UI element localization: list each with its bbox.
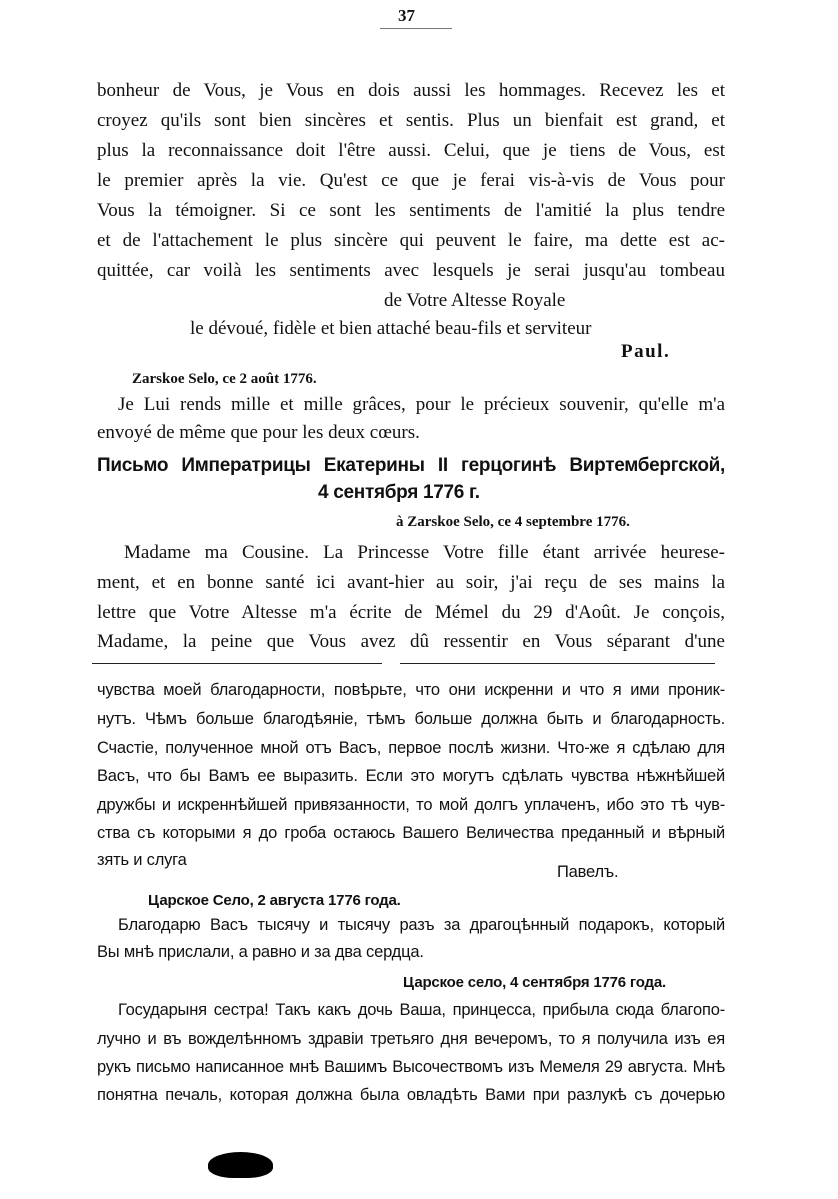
text-line: croyez qu'ils sont bien sincères et sentis. Plus un bienfait est grand, et bbox=[97, 110, 725, 131]
text-line: рукъ письмо написанное мнѣ Вашимъ Высочествомъ изъ Мемеля 29 августа. Мнѣ bbox=[97, 1058, 725, 1076]
text-line: plus la reconnaissance doit l'être aussi. Celui, que je tiens de Vous, est bbox=[97, 140, 725, 161]
text-line: lettre que Votre Altesse m'a écrite de Mémel du 29 d'Août. Je conçois, bbox=[97, 602, 725, 623]
text-line: le premier après la vie. Qu'est ce que je ferai vis-à-vis de Vous pour bbox=[97, 170, 725, 191]
text-line: понятна печаль, которая должна была овладѣть Вами при разлукѣ съ дочерью bbox=[97, 1086, 725, 1104]
ink-blot bbox=[208, 1152, 273, 1178]
text-line: Vous la témoigner. Si ce sont les sentiments de l'amitié la plus tendre bbox=[97, 200, 725, 221]
text-line: Madame, la peine que Vous avez dû ressentir en Vous séparant d'une bbox=[97, 631, 725, 652]
text-line: Васъ, что бы Вамъ ее выразить. Если это могутъ сдѣлать чувства нѣжнѣйшей bbox=[97, 767, 725, 785]
signature: Paul. bbox=[621, 341, 671, 362]
text-line: et de l'attachement le plus sincère qui peuvent le faire, ma dette est ac- bbox=[97, 230, 725, 251]
text-line: Je Lui rends mille et mille grâces, pour le précieux souvenir, qu'elle m'a bbox=[118, 394, 725, 415]
text-line: Счастіе, полученное мной отъ Васъ, первое послѣ жизни. Что-же я сдѣлаю для bbox=[97, 739, 725, 757]
closing-line: le dévoué, fidèle et bien attaché beau-fils et serviteur bbox=[190, 318, 592, 339]
divider-rule bbox=[400, 663, 715, 664]
text-line: нутъ. Чѣмъ больше благодѣяніе, тѣмъ больше должна быть и благодарность. bbox=[97, 710, 725, 728]
text-line: зять и слуга bbox=[97, 851, 187, 869]
section-heading: Письмо Императрицы Екатерины II герцогинѣ Виртембергской, bbox=[97, 455, 725, 476]
text-line: bonheur de Vous, je Vous en dois aussi les hommages. Recevez les et bbox=[97, 80, 725, 101]
text-line: лучно и въ вожделѣнномъ здравіи третьяго дня вечеромъ, то я получила изъ ея bbox=[97, 1030, 725, 1048]
signature: Павелъ. bbox=[557, 863, 619, 881]
section-heading-date: 4 сентября 1776 г. bbox=[318, 482, 480, 503]
text-line: дружбы и искреннѣйшей привязанности, то мой долгъ уплаченъ, ибо это тѣ чув- bbox=[97, 796, 725, 814]
place-date: à Zarskoe Selo, ce 4 septembre 1776. bbox=[396, 514, 630, 530]
text-line: Благодарю Васъ тысячу и тысячу разъ за драгоцѣнный подарокъ, который bbox=[118, 916, 725, 934]
text-line: Madame ma Cousine. La Princesse Votre fille étant arrivée heurese- bbox=[124, 542, 725, 563]
page-number: 37 bbox=[398, 6, 415, 25]
page-number-rule bbox=[380, 28, 452, 29]
text-line: ment, et en bonne santé ici avant-hier au soir, j'ai reçu de ses mains la bbox=[97, 572, 725, 593]
text-line: ства съ которыми я до гроба остаюсь Вашего Величества преданный и вѣрный bbox=[97, 824, 725, 842]
text-line: Государыня сестра! Такъ какъ дочь Ваша, принцесса, прибыла сюда благопо- bbox=[118, 1001, 725, 1019]
place-date: Zarskoe Selo, ce 2 août 1776. bbox=[132, 371, 317, 387]
place-date: Царское село, 4 сентября 1776 года. bbox=[403, 974, 666, 991]
place-date: Царское Село, 2 августа 1776 года. bbox=[148, 892, 401, 909]
text-line: quittée, car voilà les sentiments avec lesquels je serai jusqu'au tombeau bbox=[97, 260, 725, 281]
divider-rule bbox=[92, 663, 382, 664]
text-line: чувства моей благодарности, повѣрьте, что они искренни и что я ими проник- bbox=[97, 681, 725, 699]
text-line: envoyé de même que pour les deux cœurs. bbox=[97, 422, 420, 443]
text-line: Вы мнѣ прислали, а равно и за два сердца. bbox=[97, 943, 424, 961]
closing-line: de Votre Altesse Royale bbox=[384, 290, 566, 311]
